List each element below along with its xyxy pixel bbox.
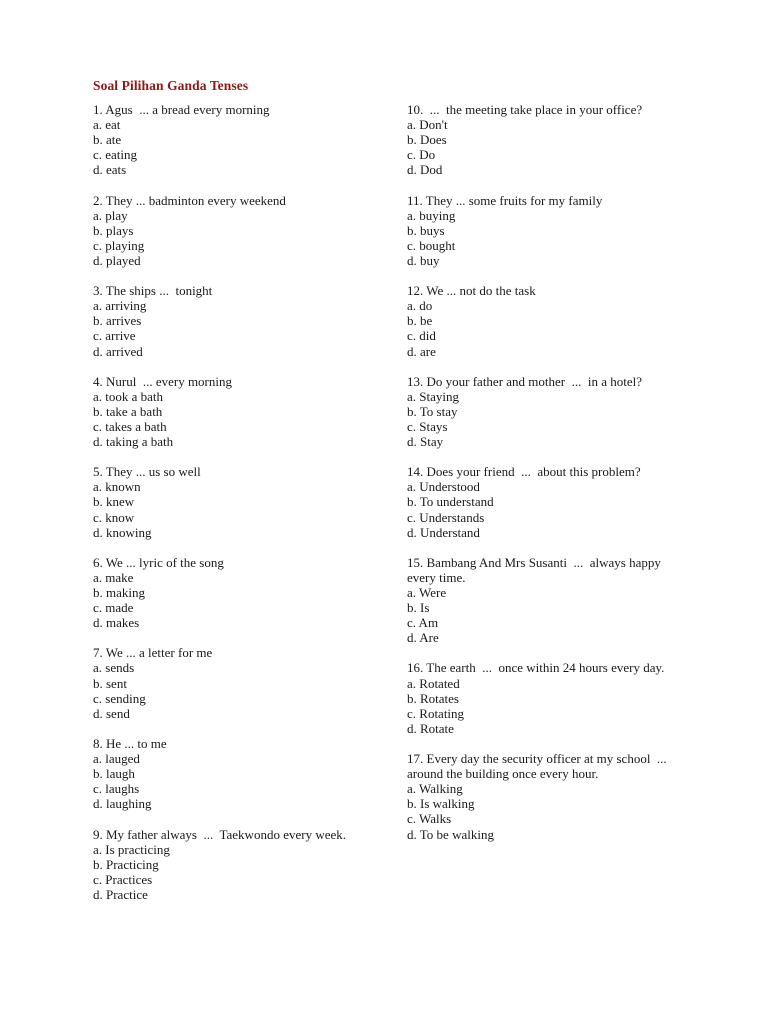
question-7	[93, 645, 373, 720]
option-b: b. ate	[93, 132, 122, 148]
option-a: a. Don't	[407, 117, 448, 133]
option-a: a. buying	[407, 207, 456, 223]
question-text: 11. They ... some fruits for my family	[407, 192, 603, 208]
option-d: d. Rotate	[407, 720, 454, 736]
option-c: c. Do	[407, 147, 436, 163]
option-b: b. laugh	[93, 766, 135, 782]
question-14	[407, 464, 682, 539]
option-a: a. Staying	[407, 388, 459, 404]
question-text: 17. Every day the security officer at my school ... around the building once every hour.	[407, 751, 674, 782]
option-a: a. Walking	[407, 781, 463, 797]
question-text: 3. The ships ... tonight	[93, 283, 213, 299]
option-d: d. played	[93, 252, 141, 268]
question-15	[407, 555, 682, 646]
option-d: d. knowing	[93, 524, 152, 540]
question-text: 6. We ... lyric of the song	[93, 554, 224, 570]
question-3	[93, 283, 373, 358]
option-d: d. makes	[93, 615, 140, 631]
option-b: b. knew	[93, 494, 135, 510]
option-b: b. sent	[93, 675, 127, 691]
option-d: d. eats	[93, 162, 127, 178]
left-column	[93, 102, 373, 917]
option-a: a. do	[407, 298, 433, 314]
question-2	[93, 193, 373, 268]
option-d: d. Are	[407, 630, 439, 646]
question-8	[93, 736, 373, 811]
option-d: d. arrived	[93, 343, 143, 359]
option-b: b. be	[407, 313, 433, 329]
option-b: b. To stay	[407, 403, 458, 419]
option-d: d. taking a bath	[93, 434, 174, 450]
option-c: c. Stays	[407, 418, 448, 434]
option-d: d. Stay	[407, 434, 444, 450]
option-b: b. Rotates	[407, 690, 459, 706]
option-b: b. To understand	[407, 494, 494, 510]
question-13	[407, 374, 682, 449]
question-text: 2. They ... badminton every weekend	[93, 192, 286, 208]
question-text: 7. We ... a letter for me	[93, 645, 213, 661]
question-text: 9. My father always ... Taekwondo every week.	[93, 826, 346, 842]
question-text: 1. Agus ... a bread every morning	[93, 102, 270, 117]
option-a: a. Understood	[407, 479, 480, 495]
option-a: a. make	[93, 569, 134, 585]
question-text: 16. The earth ... once within 24 hours every day.	[407, 660, 665, 676]
question-10	[407, 102, 682, 177]
option-d: d. laughing	[93, 796, 152, 812]
option-c: c. Practices	[93, 871, 153, 887]
question-text: 4. Nurul ... every morning	[93, 373, 233, 389]
question-4	[93, 374, 373, 449]
question-6	[93, 555, 373, 630]
option-c: c. Understands	[407, 509, 485, 525]
option-c: c. did	[407, 328, 436, 344]
right-column	[407, 102, 682, 857]
option-a: a. Were	[407, 585, 447, 600]
question-5	[93, 464, 373, 539]
option-b: b. arrives	[93, 313, 142, 329]
question-17	[407, 751, 682, 842]
option-b: b. Is	[407, 600, 430, 616]
option-b: b. take a bath	[93, 403, 163, 419]
question-text: 10. ... the meeting take place in your office?	[407, 102, 643, 117]
option-a: a. took a bath	[93, 388, 164, 404]
option-a: a. Rotated	[407, 675, 460, 691]
question-text: 5. They ... us so well	[93, 464, 201, 480]
option-d: d. To be walking	[407, 826, 494, 842]
option-b: b. Does	[407, 132, 447, 148]
option-c: c. eating	[93, 147, 138, 163]
option-a: a. arriving	[93, 298, 147, 314]
question-text: 13. Do your father and mother ... in a hotel?	[407, 373, 643, 389]
option-b: b. plays	[93, 222, 134, 238]
option-c: c. bought	[407, 237, 456, 253]
option-c: c. Walks	[407, 811, 452, 827]
option-b: b. Practicing	[93, 856, 159, 872]
option-d: d. Practice	[93, 886, 148, 902]
question-11	[407, 193, 682, 268]
option-a: a. sends	[93, 660, 135, 676]
option-b: b. buys	[407, 222, 445, 238]
option-d: d. are	[407, 343, 436, 359]
option-a: a. known	[93, 479, 141, 495]
question-text: 15. Bambang And Mrs Susanti ... always happy every time.	[407, 554, 665, 585]
option-d: d. Understand	[407, 524, 480, 540]
option-c: c. made	[93, 600, 134, 616]
option-b: b. Is walking	[407, 796, 475, 812]
option-d: d. buy	[407, 252, 440, 268]
option-a: a. lauged	[93, 751, 140, 767]
question-text: 8. He ... to me	[93, 735, 167, 751]
question-text: 12. We ... not do the task	[407, 283, 536, 299]
option-c: c. know	[93, 509, 135, 525]
question-text: 14. Does your friend ... about this problem?	[407, 464, 641, 480]
question-1	[93, 102, 373, 177]
question-9	[93, 827, 373, 902]
option-c: c. arrive	[93, 328, 136, 344]
option-a: a. Is practicing	[93, 841, 170, 857]
option-b: b. making	[93, 585, 145, 600]
option-c: c. playing	[93, 237, 145, 253]
option-c: c. laughs	[93, 781, 140, 797]
document-title: Soal Pilihan Ganda Tenses	[93, 78, 249, 93]
option-d: d. Dod	[407, 162, 443, 178]
question-12	[407, 283, 682, 358]
option-c: c. takes a bath	[93, 418, 167, 434]
option-d: d. send	[93, 705, 130, 721]
option-a: a. play	[93, 207, 128, 223]
option-c: c. sending	[93, 690, 146, 706]
question-16	[407, 660, 682, 735]
option-c: c. Am	[407, 615, 439, 631]
option-a: a. eat	[93, 117, 121, 133]
option-c: c. Rotating	[407, 705, 465, 721]
